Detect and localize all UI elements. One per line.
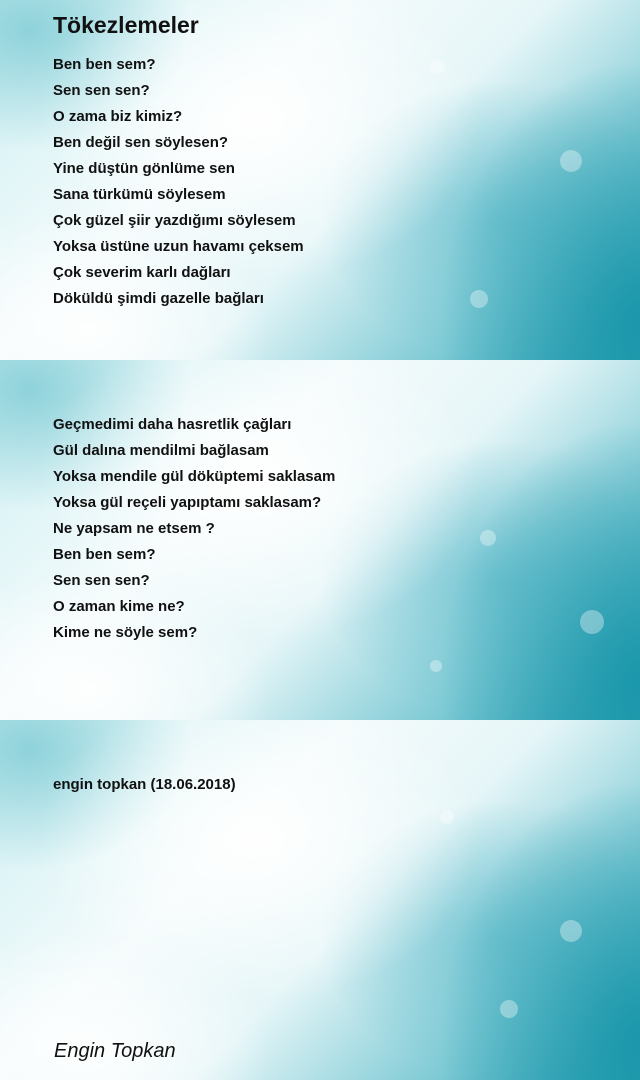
poem-line: Yoksa üstüne uzun havamı çeksem: [53, 238, 304, 255]
poem-line: Geçmedimi daha hasretlik çağları: [53, 416, 292, 433]
poem-line: Gül dalına mendilmi bağlasam: [53, 442, 269, 459]
poem-line: Ben ben sem?: [53, 56, 156, 73]
bokeh-dot: [430, 60, 444, 74]
poem-line: Sana türkümü söylesem: [53, 186, 226, 203]
poem-line: Sen sen sen?: [53, 572, 150, 589]
poem-panel-3: [0, 720, 640, 1080]
poem-line: Ben değil sen söylesen?: [53, 134, 229, 151]
poem-line: Çok severim karlı dağları: [53, 264, 231, 281]
poem-panel-1: [0, 0, 640, 360]
bokeh-dot: [480, 530, 496, 546]
bokeh-dot: [500, 1000, 518, 1018]
poem-line: Ben ben sem?: [53, 546, 156, 563]
poem-line: Sen sen sen?: [53, 82, 150, 99]
poem-line: Çok güzel şiir yazdığımı söylesem: [53, 212, 296, 229]
poem-line: Yine düştün gönlüme sen: [53, 160, 235, 177]
poem-line: Yoksa mendile gül döküptemi saklasam: [53, 468, 336, 485]
bokeh-dot: [560, 150, 582, 172]
bokeh-dot: [470, 290, 488, 308]
poem-byline: engin topkan (18.06.2018): [53, 776, 236, 793]
poem-line: O zaman kime ne?: [53, 598, 185, 615]
bokeh-dot: [430, 660, 442, 672]
poem-line: Kime ne söyle sem?: [53, 624, 198, 641]
bokeh-dot: [440, 810, 454, 824]
bokeh-dot: [580, 610, 604, 634]
bokeh-dot: [560, 920, 582, 942]
poem-line: Yoksa gül reçeli yapıptamı saklasam?: [53, 494, 322, 511]
author-signature: Engin Topkan: [54, 1040, 176, 1062]
poem-panel-2: [0, 360, 640, 720]
poem-line: Döküldü şimdi gazelle bağları: [53, 290, 264, 307]
poem-line: O zama biz kimiz?: [53, 108, 183, 125]
poem-title: Tökezlemeler: [53, 12, 199, 38]
poem-line: Ne yapsam ne etsem ?: [53, 520, 215, 537]
